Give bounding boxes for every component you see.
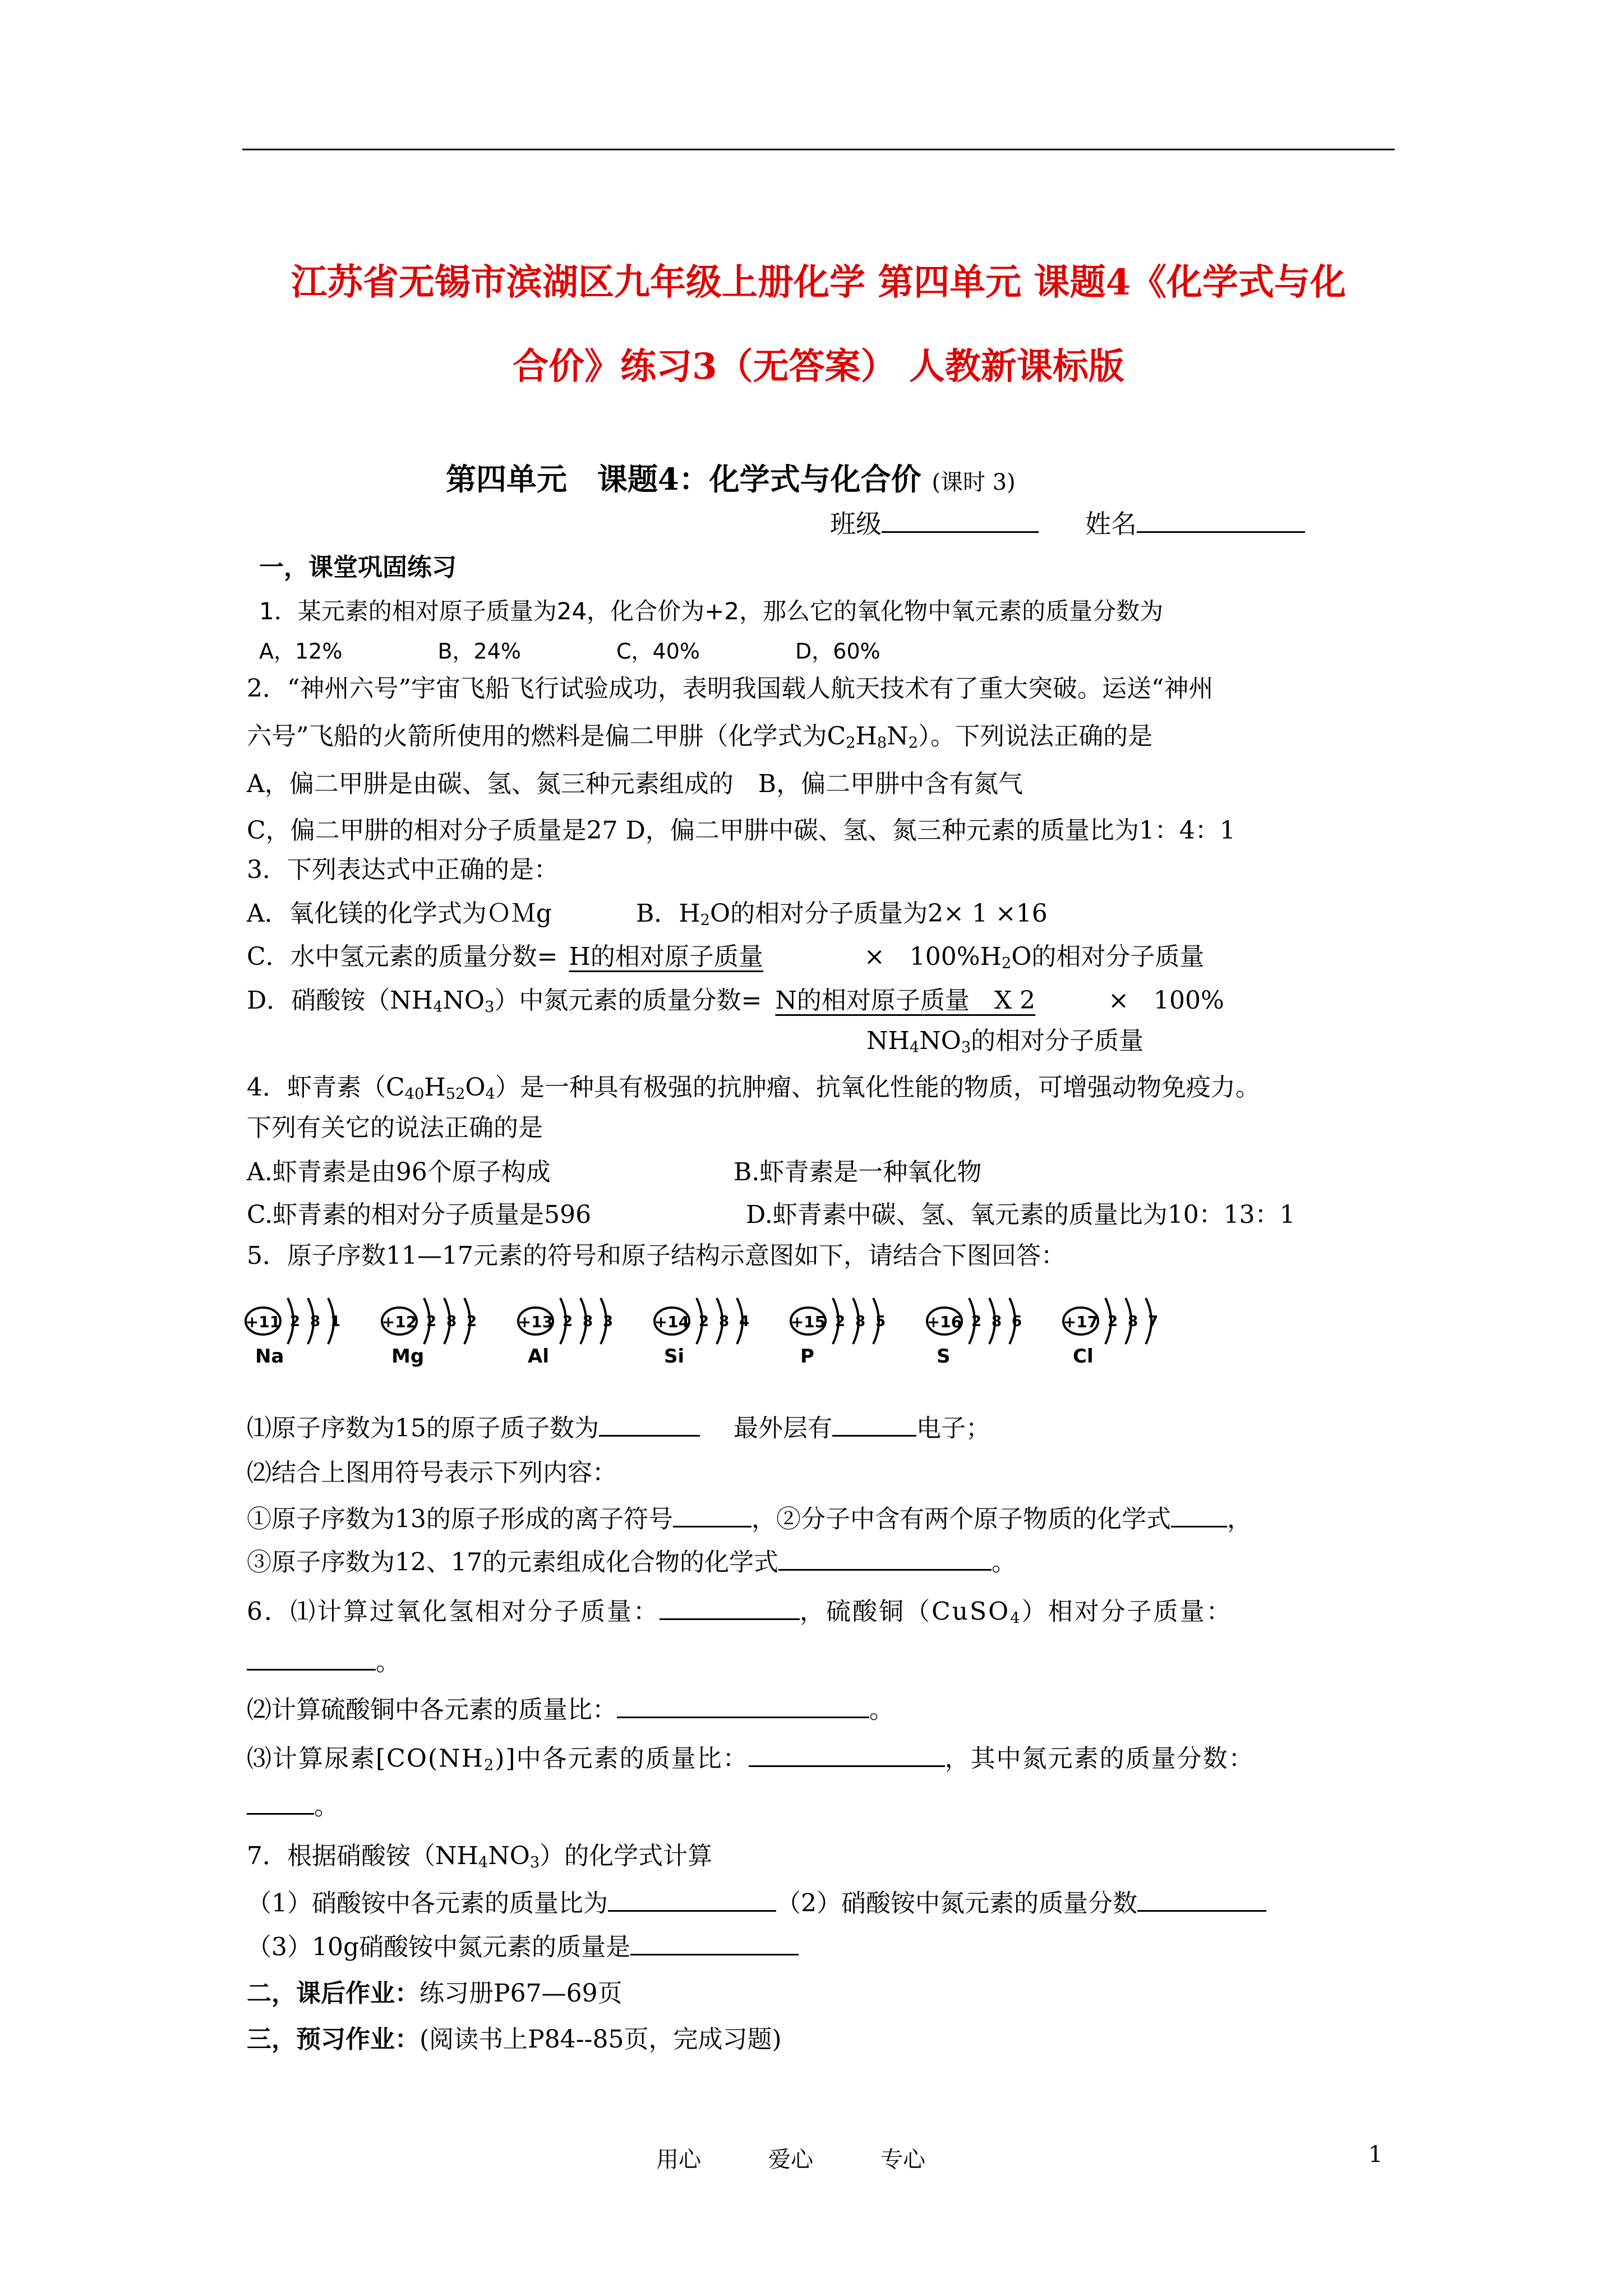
name-blank	[1137, 508, 1305, 533]
q3-option-b: B．$H_2O$的相对分子质量为2× 1 ×16	[635, 899, 1048, 929]
atom-diagram	[789, 1290, 901, 1369]
nucleus-charge: +15	[790, 1313, 826, 1331]
q4-option-b: B.虾青素是一种氧化物	[734, 1158, 982, 1186]
shell-electron-count: 5	[875, 1313, 886, 1330]
shell-electron-count: 4	[739, 1313, 750, 1330]
atom-diagram	[1062, 1290, 1174, 1369]
q7-part3: （3）10g硝酸铵中氮元素的质量是	[247, 1931, 799, 1962]
atom-diagram	[925, 1290, 1038, 1369]
q4-option-a: A.虾青素是由96个原子构成	[247, 1158, 551, 1186]
element-symbol: Si	[664, 1345, 685, 1368]
shell-electron-count: 2	[835, 1313, 846, 1330]
shell-electron-count: 2	[562, 1313, 573, 1330]
element-symbol: Mg	[391, 1345, 425, 1368]
shell-electron-count: 8	[1128, 1313, 1138, 1330]
q3-stem: 3．下列表达式中正确的是：	[247, 855, 559, 884]
atom-structure-icon	[653, 1290, 765, 1346]
q2-options-cd: C，偏二甲肼的相对分子质量是27 D，偏二甲肼中碳、氢、氮三种元素的质量比为1：4：1	[247, 816, 1235, 845]
section3	[247, 2025, 782, 2055]
section2	[247, 1979, 623, 2009]
atom-diagram	[517, 1290, 629, 1369]
q3-options-ab	[247, 899, 1048, 929]
shell-electron-count: 8	[992, 1313, 1002, 1330]
doc-title-line1: 江苏省无锡市滨湖区九年级上册化学 第四单元 课题4《化学式与化	[291, 261, 1347, 303]
class-label: 班级	[830, 509, 882, 539]
q4-line2: 下列有关它的说法正确的是	[247, 1114, 543, 1142]
q6-line4: ⑶计算尿素$[CO(NH_2)]$中各元素的质量比： ，其中氮元素的质量分数：	[247, 1743, 1255, 1774]
q2-line1: 2．“神州六号”宇宙飞船飞行试验成功，表明我国载人航天技术有了重大突破。运送“神州	[247, 674, 1214, 703]
q5-part3: ①原子序数为13的原子形成的离子符号 ，②分子中含有两个原子物质的化学式 ，	[247, 1503, 1252, 1534]
element-symbol: Al	[528, 1345, 549, 1368]
shell-electron-count: 1	[330, 1313, 341, 1330]
section1-heading: 一，课堂巩固练习	[259, 553, 457, 582]
shell-electron-count: 2	[290, 1313, 301, 1330]
q5-part2: ⑵结合上图用符号表示下列内容：	[247, 1458, 617, 1487]
shell-electron-count: 2	[426, 1313, 437, 1330]
name-label: 姓名	[1085, 509, 1137, 539]
shell-electron-count: 8	[719, 1313, 730, 1330]
atom-structure-diagrams	[244, 1290, 1214, 1369]
nucleus-charge: +13	[518, 1313, 554, 1331]
footer-b: 爱心	[768, 2147, 813, 2173]
shell-electron-count: 2	[467, 1313, 477, 1330]
nucleus-charge: +11	[245, 1313, 281, 1331]
q6-line1: 6．⑴计算过氧化氢相对分子质量： ，硫酸铜（CuSO$_4$）相对分子质量：	[247, 1596, 1233, 1627]
shell-electron-count: 8	[310, 1313, 321, 1330]
q5-part1: ⑴原子序数为15的原子质子数为 最外层有 电子；	[247, 1412, 990, 1443]
q6-line5: 。	[247, 1791, 339, 1821]
atom-structure-icon	[517, 1290, 629, 1346]
q7-stem: 7．根据硝酸铵$(NH_4NO_3)$的化学式计算	[247, 1842, 713, 1871]
q4-option-c: C.虾青素的相对分子质量是596	[247, 1200, 592, 1229]
atom-structure-icon	[1062, 1290, 1174, 1346]
atom-structure-icon	[380, 1290, 492, 1346]
q1-option-a: A，12%	[259, 639, 343, 664]
doc-title-line2: 合价》练习3（无答案） 人教新课标版	[513, 346, 1124, 388]
section2-text: 练习册P67—69页	[419, 1979, 623, 2008]
atom-diagram	[653, 1290, 765, 1369]
q3-d-numerator: N的相对原子质量 X 2	[775, 986, 1036, 1015]
class-field	[830, 504, 1039, 541]
q3-option-a: A．氧化镁的化学式为ＯＭg	[247, 899, 552, 928]
q1-option-d: D，60%	[795, 639, 880, 664]
shell-electron-count: 8	[855, 1313, 866, 1330]
section2-label: 二，课后作业：	[247, 1979, 419, 2008]
unit-title-text: 第四单元 课题4：化学式与化合价	[446, 461, 921, 497]
footer-c: 专心	[880, 2147, 925, 2173]
header-rule	[242, 149, 1395, 150]
q6-line2: 。	[247, 1646, 400, 1677]
shell-electron-count: 8	[446, 1313, 457, 1330]
q5-stem: 5．原子序数11—17元素的符号和原子结构示意图如下，请结合下图回答：	[247, 1241, 1066, 1270]
section3-text: (阅读书上P84--85页，完成习题)	[419, 2025, 782, 2054]
nucleus-charge: +12	[381, 1313, 417, 1331]
q2-options-ab: A，偏二甲肼是由碳、氢、氮三种元素组成的 B，偏二甲肼中含有氮气	[247, 770, 1023, 798]
q4-line1: 4．虾青素$(C_{40}H_{52}O_4)$是一种具有极强的抗肿瘤、抗氧化性能的物质，可增强动物免疫力。	[247, 1073, 1260, 1103]
name-field	[1085, 504, 1305, 541]
q4-option-d: D.虾青素中碳、氢、氧元素的质量比为10：13：1	[746, 1200, 1295, 1229]
unit-title	[446, 455, 1016, 499]
q1-option-c: C，40%	[616, 639, 700, 664]
shell-electron-count: 2	[1108, 1313, 1118, 1330]
shell-electron-count: 7	[1148, 1313, 1159, 1330]
q6-line3: ⑵计算硫酸铜中各元素的质量比： 。	[247, 1694, 894, 1725]
atom-structure-icon	[789, 1290, 901, 1346]
atom-structure-icon	[244, 1290, 356, 1346]
element-symbol: P	[800, 1345, 814, 1368]
q1-options	[259, 634, 880, 665]
section3-label: 三，预习作业：	[247, 2025, 419, 2054]
element-symbol: Na	[255, 1345, 284, 1368]
q3-c-numerator: H的相对原子质量	[569, 942, 763, 971]
shell-electron-count: 6	[1012, 1313, 1022, 1330]
nucleus-charge: +14	[654, 1313, 690, 1331]
q7-part1-2: （1）硝酸铵中各元素的质量比为 （2）硝酸铵中氮元素的质量分数	[247, 1888, 1266, 1918]
q3-option-c: C．水中氢元素的质量分数= H的相对原子质量 × $100\%H_2O$的相对分子质量	[247, 942, 1205, 972]
q1-stem: 1．某元素的相对原子质量为24，化合价为+2，那么它的氧化物中氧元素的质量分数为	[259, 597, 1164, 625]
q1-option-b: B，24%	[437, 639, 521, 664]
atom-diagram	[380, 1290, 492, 1369]
q3-option-d: D．硝酸铵$(NH_4NO_3)$中氮元素的质量分数= N的相对原子质量 X 2 × 100%	[247, 986, 1224, 1016]
nucleus-charge: +16	[926, 1313, 962, 1331]
shell-electron-count: 2	[699, 1313, 709, 1330]
class-blank	[882, 508, 1039, 533]
q5-part4: ③原子序数为12、17的元素组成化合物的化学式 。	[247, 1547, 1016, 1577]
element-symbol: S	[937, 1345, 951, 1368]
page-number: 1	[1368, 2142, 1383, 2168]
footer-a: 用心	[656, 2147, 701, 2173]
shell-electron-count: 2	[971, 1313, 982, 1330]
shell-electron-count: 3	[603, 1313, 614, 1330]
q2-line2: 六号”飞船的火箭所使用的燃料是偏二甲肼（化学式为$C_2H_8N_2$）。下列说法正确的是	[247, 722, 1153, 752]
shell-electron-count: 8	[583, 1313, 593, 1330]
atom-diagram	[244, 1290, 356, 1369]
element-symbol: Cl	[1073, 1345, 1094, 1368]
lesson-label: (课时 3)	[932, 470, 1016, 495]
q3-d-denominator: $NH_4NO_3$的相对分子质量	[866, 1027, 1144, 1056]
nucleus-charge: +17	[1063, 1313, 1099, 1331]
atom-structure-icon	[925, 1290, 1038, 1346]
